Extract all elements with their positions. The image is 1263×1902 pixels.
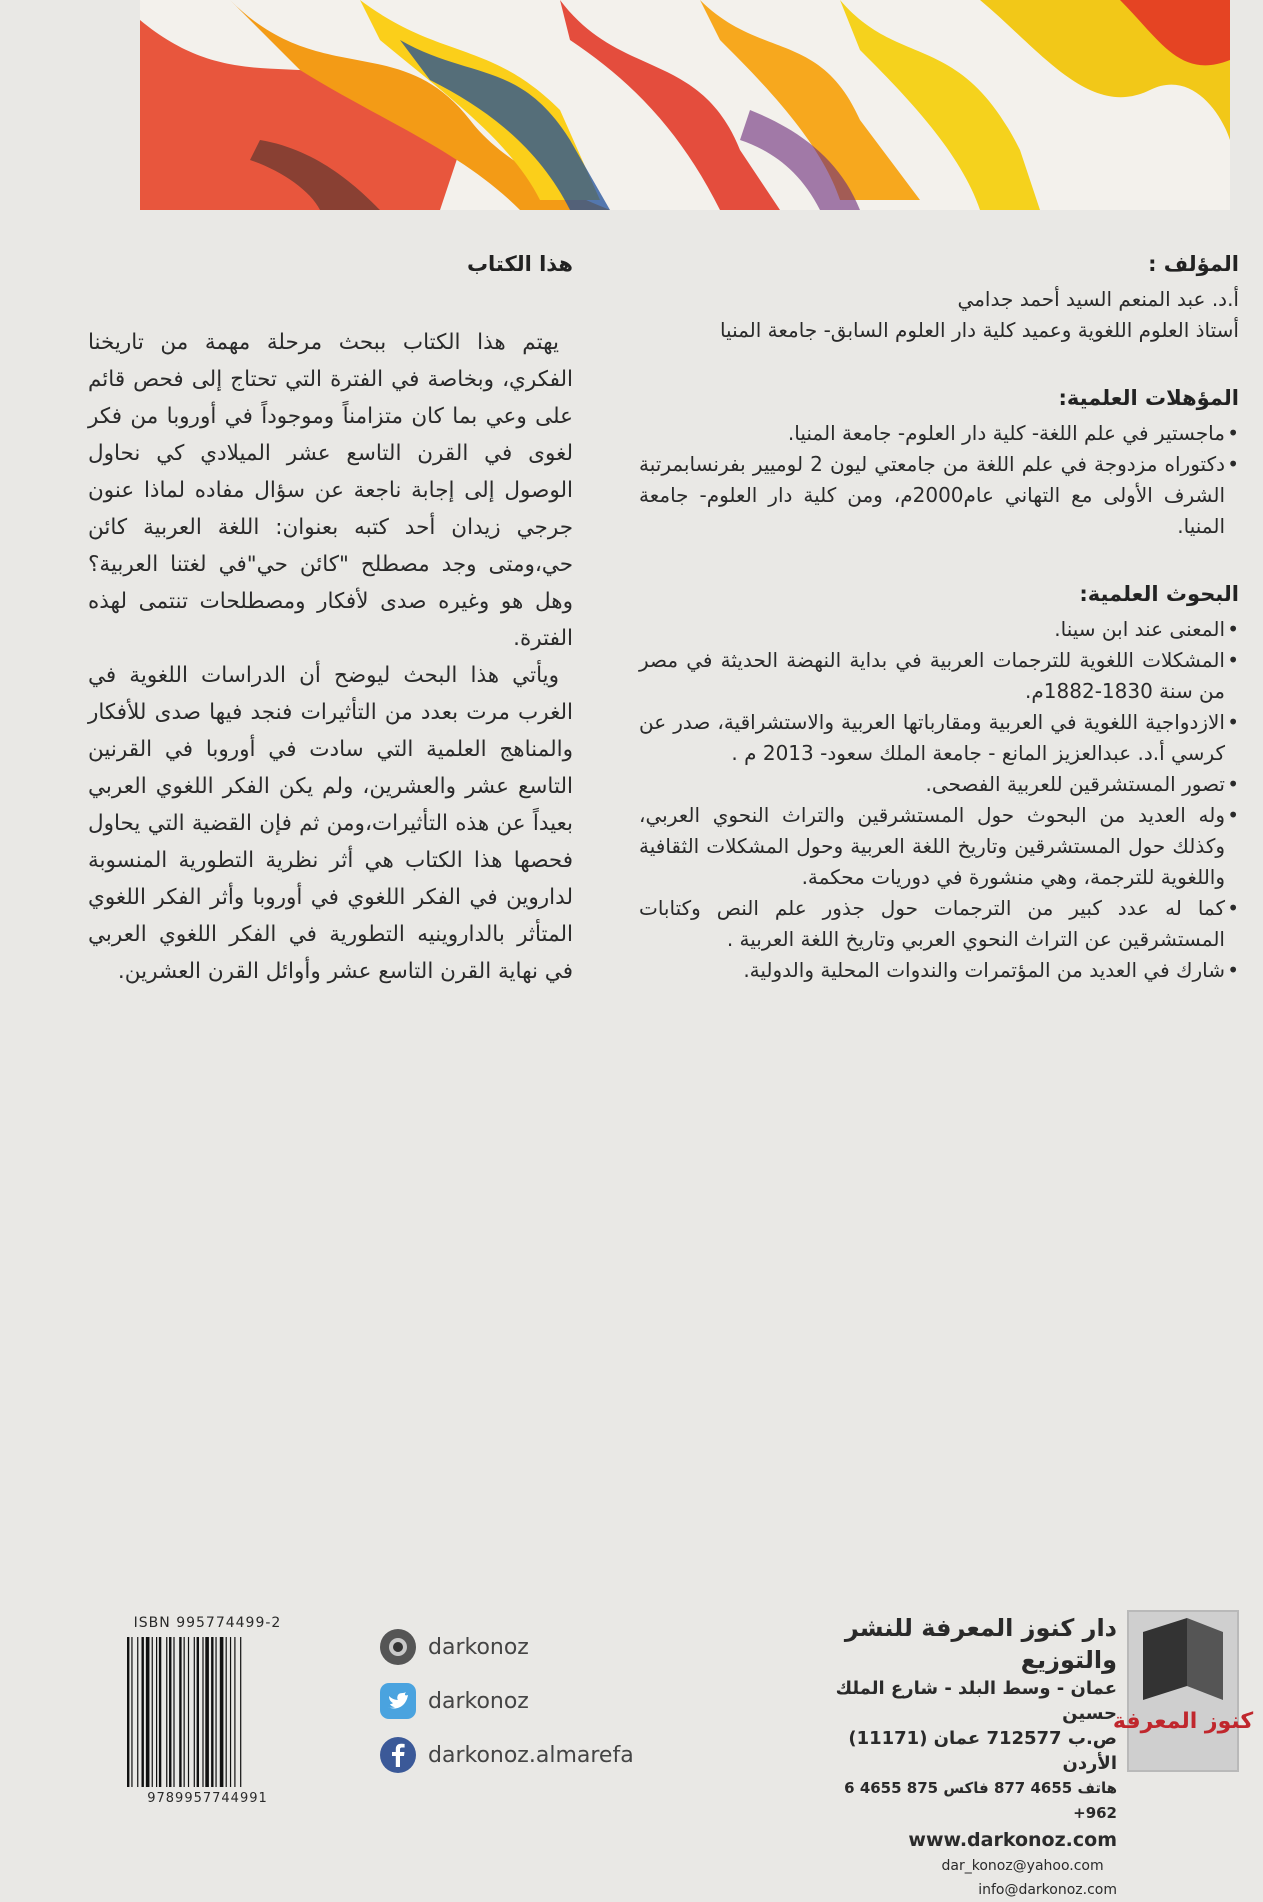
twitter-icon — [378, 1681, 418, 1721]
social-instagram[interactable] — [378, 1620, 634, 1674]
publisher-website[interactable]: www.darkonoz.com — [908, 1829, 1117, 1851]
isbn-label: ISBN 995774499-2 — [133, 1615, 282, 1631]
author-name: أ.د. عبد المنعم السيد أحمد جدامي — [957, 287, 1239, 311]
publisher-phone: هاتف 4655 877 فاكس 875 4655 6 962+ — [844, 1779, 1117, 1822]
research-item: • الازدواجية اللغوية في العربية ومقارباتها العربية والاستشراقية، صدر عن كرسي أ.د. عبدالعزيز المانع - جامعة الملك سعود- 2013 م . — [639, 707, 1239, 769]
instagram-handle: darkonoz — [428, 1634, 529, 1660]
research-item: • تصور المستشرقين للعربية الفصحى. — [639, 769, 1239, 800]
qualification-item: • ماجستير في علم اللغة- كلية دار العلوم- جامعة المنيا. — [639, 418, 1239, 449]
author-column — [639, 252, 1239, 986]
publisher-info — [817, 1612, 1117, 1902]
facebook-icon — [378, 1735, 418, 1775]
instagram-icon — [378, 1627, 418, 1667]
research-item: • المعنى عند ابن سينا. — [639, 614, 1239, 645]
research-heading: البحوث العلمية: — [1079, 582, 1239, 606]
publisher-emails — [817, 1854, 1117, 1902]
research-list — [639, 614, 1239, 986]
qualification-item: • دكتوراه مزدوجة في علم اللغة من جامعتي ليون 2 لوميير بفرنسابمرتبة الشرف الأولى مع التهاني عام2000م، ومن كلية دار العلوم- جامعة المنيا. — [639, 449, 1239, 542]
publisher-address: عمان - وسط البلد - شارع الملك حسين — [835, 1678, 1117, 1724]
research-item: • المشكلات اللغوية للترجمات العربية في بداية النهضة الحديثة في مصر من سنة 1830-1882م. — [639, 645, 1239, 707]
cover-artwork — [140, 0, 1230, 210]
about-book-paragraph: يهتم هذا الكتاب ببحث مرحلة مهمة من تاريخنا الفكري، وبخاصة في الفترة التي تحتاج إلى فحص قائم على وعي بما كان متزامناً وموجوداً في أوروبا من فكر لغوى في القرن التاسع عشر الميلادي كي نحاول الوصول إلى إجابة ناجعة عن سؤال مفاده لماذا عنون جرجي زيدان أحد كتبه بعنوان: اللغة العربية كائن حي،ومتى وجد مصطلح "كائن حي"في لغتنا العربية؟ وهل هو وغيره صدى لأفكار ومصطلحات تنتمى لهذه الفترة. — [88, 330, 573, 651]
publisher-pobox: ص.ب 712577 عمان (11171) الأردن — [848, 1728, 1117, 1774]
publisher-name: دار كنوز المعرفة للنشر والتوزيع — [844, 1614, 1117, 1674]
facebook-handle: darkonoz.almarefa — [428, 1742, 634, 1768]
research-item: • وله العديد من البحوث حول المستشرقين والتراث النحوي العربي، وكذلك حول المستشرقين وتاريخ اللغة العربية وحول المشكلات الثقافية واللغوية للترجمة، وهي منشورة في دوريات محكمة. — [639, 800, 1239, 893]
publisher-logo — [1112, 1610, 1254, 1772]
qualifications-list — [639, 418, 1239, 542]
barcode — [125, 1615, 290, 1820]
publisher-email-2[interactable]: dar_konoz@yahoo.com — [941, 1858, 1104, 1874]
about-book-column — [88, 252, 573, 990]
barcode-digits: 9789957744991 — [147, 1791, 268, 1806]
twitter-handle: darkonoz — [428, 1688, 529, 1714]
about-book-paragraph: ويأتي هذا البحث ليوضح أن الدراسات اللغوية في الغرب مرت بعدد من التأثيرات فنجد فيها صدى للأفكار والمناهج العلمية التي سادت في أوروبا في القرنين التاسع عشر والعشرين، ولم يكن الفكر اللغوي العربي بعيداً عن هذه التأثيرات،ومن ثم فإن القضية التي يحاول فحصها هذا الكتاب هي أثر نظرية التطورية المنسوبة لداروين في الفكر اللغوي في أوروبا وأثر الفكر اللغوي المتأثر بالداروينيه التطورية في الفكر اللغوي العربي في نهاية القرن التاسع عشر وأوائل القرن العشرين. — [88, 663, 573, 984]
research-item: • كما له عدد كبير من الترجمات حول جذور علم النص وكتابات المستشرقين عن التراث النحوي العربي وتاريخ اللغة العربية . — [639, 893, 1239, 955]
barcode-bars — [125, 1637, 285, 1787]
research-item: • شارك في العديد من المؤتمرات والندوات المحلية والدولية. — [639, 955, 1239, 986]
qualifications-heading: المؤهلات العلمية: — [1058, 386, 1239, 410]
social-links — [378, 1620, 634, 1782]
publisher-email-1[interactable]: info@darkonoz.com — [978, 1882, 1117, 1898]
social-facebook[interactable] — [378, 1728, 634, 1782]
author-title: أستاذ العلوم اللغوية وعميد كلية دار العلوم السابق- جامعة المنيا — [719, 318, 1239, 342]
logo-text: كنوز المعرفة — [1112, 1709, 1254, 1734]
social-twitter[interactable] — [378, 1674, 634, 1728]
about-book-heading: هذا الكتاب — [466, 252, 573, 276]
author-heading: المؤلف : — [1148, 252, 1239, 276]
